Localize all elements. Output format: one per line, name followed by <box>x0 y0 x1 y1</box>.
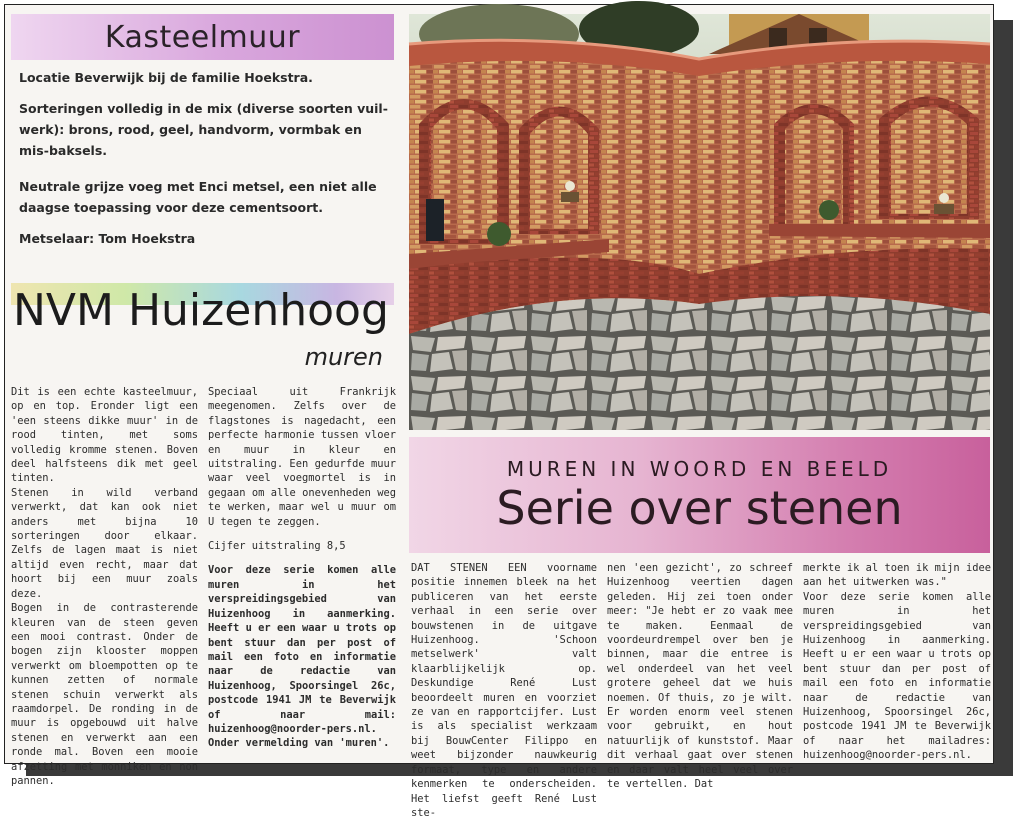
voeg-text: Neutrale grijze voeg met Enci metsel, een niet alle daagse toepassing voor deze cementsoort. <box>19 179 377 215</box>
article-paragraph: nen 'een gezicht', zo schreef Huizenhoog veertien dagen geleden. Hij zei toen onder meer: "Je hebt er zo vaak mee te maken. Eenmaal de voordeurdrempel over ben je binnen, maar die entree is wel onderdeel van het veel grotere geheel dat we huis noemen. Of thuis, zo je wilt. Er worden enorm veel stenen voor gebruikt, en hout natuurlijk of kunststof. Maar dit verhaal gaat over stenen en daar valt heel veel over te vertellen. Dat <box>607 562 793 791</box>
metselaar-text: Metselaar: Tom Hoekstra <box>19 231 196 246</box>
article-kicker: MUREN IN WOORD EN BEELD <box>506 457 893 481</box>
article-header <box>409 437 990 553</box>
col-a-paragraph: Stenen in wild verband verwerkt, dat kan ook niet anders met bijna 10 sorteringen door elkaar. Zelfs de lagen maat is niet altijd even recht, maar dat hoort bij een muur zoals deze. <box>11 486 198 600</box>
sortering-text: Sorteringen volledig in de mix (diverse soorten vuil-werk): brons, rood, geel, handvorm, vormbak en mis-baksels. <box>19 101 388 158</box>
column-subtitle: muren <box>304 343 383 371</box>
castle-wall-photo <box>409 14 990 430</box>
article-paragraph: Voor deze serie komen alle muren in het verspreidingsgebied van Huizenhoog in aanmerking. Heeft u er een waar u trots op bent stuur dan per post of mail een foto en informatie naar de redactie van Huizenhoog, Spoorsingel 26c, postcode 1941 JM te Beverwijk of naar het mailadres: huizenhoog@noorder-pers.nl. <box>803 590 991 762</box>
kasteelmuur-intro <box>19 67 394 264</box>
article-headline: Serie over stenen <box>496 481 903 535</box>
column-text-a <box>11 385 198 788</box>
location-text: Locatie Beverwijk bij de familie Hoekstra. <box>19 70 313 85</box>
article-paragraph: DAT STENEN EEN voorname positie innemen bleek na het publiceren van het eerste verhaal in een serie over bouwstenen in de uitgave Huizenhoog. 'Schoon metselwerk' valt klaarblijkelijk op. Deskundige René Lust beoordeelt muren en voorziet ze van en rapportcijfer. Lust is als specialist werkzaam bij BouwCenter Filippo en weet bijzonder nauwkeurig formaat, type en andere kenmerken te onderscheiden. Het liefst geeft René Lust ste- <box>411 562 597 819</box>
article-text-e <box>803 561 991 763</box>
col-a-paragraph: Dit is een echte kasteelmuur, op en top. Eronder ligt een 'een steens dikke muur' in de rood tinten, met soms volledig kromme stenen. Boven deel halfsteens dik met geel tinten. <box>11 386 198 485</box>
kasteelmuur-header <box>11 14 394 60</box>
column-text-b <box>208 385 396 751</box>
rating-text: Cijfer uitstraling 8,5 <box>208 540 346 553</box>
column-title: NVM Huizenhoog <box>13 285 389 336</box>
kasteelmuur-title: Kasteelmuur <box>104 20 301 55</box>
article-text-c <box>411 561 597 820</box>
call-to-action-text: Voor deze serie komen alle muren in het verspreidingsgebied van Huizenhoog in aanmerking. Heeft u er een waar u trots op bent stuur dan per post of mail een foto en informatie naar de redactie van Huizenhoog, Spoorsingel 26c, postcode 1941 JM te Beverwijk of naar mail: huizenhoog@noorder-pers.nl. Onder vermelding van 'muren'. <box>208 564 396 750</box>
article-text-d <box>607 561 793 792</box>
article-paragraph: merkte ik al toen ik mijn idee aan het uitwerken was." <box>803 562 991 589</box>
newspaper-clipping <box>4 4 994 819</box>
col-b-paragraph: Speciaal uit Frankrijk meegenomen. Zelfs over de flagstones is nagedacht, een perfecte harmonie tussen vloer en muur in kleur en uitstraling. Een gedurfde muur waar veel voegmortel is in gegaan om alle onevenheden weg te werken, maar wel u muur om U tegen te zeggen. <box>208 386 396 528</box>
col-a-paragraph: Bogen in de contrasterende kleuren van de steen geven een mooi contrast. Onder de bogen zijn klooster moppen verwerkt om bloempotten op te kunnen zetten of normale stenen schuin verwerkt als raamdorpel. De ronding in de muur is opgebouwd uit halve stenen en verwerkt aan een ronde mal. Boven een mooie afzetting met monniken en non pannen. <box>11 602 198 787</box>
